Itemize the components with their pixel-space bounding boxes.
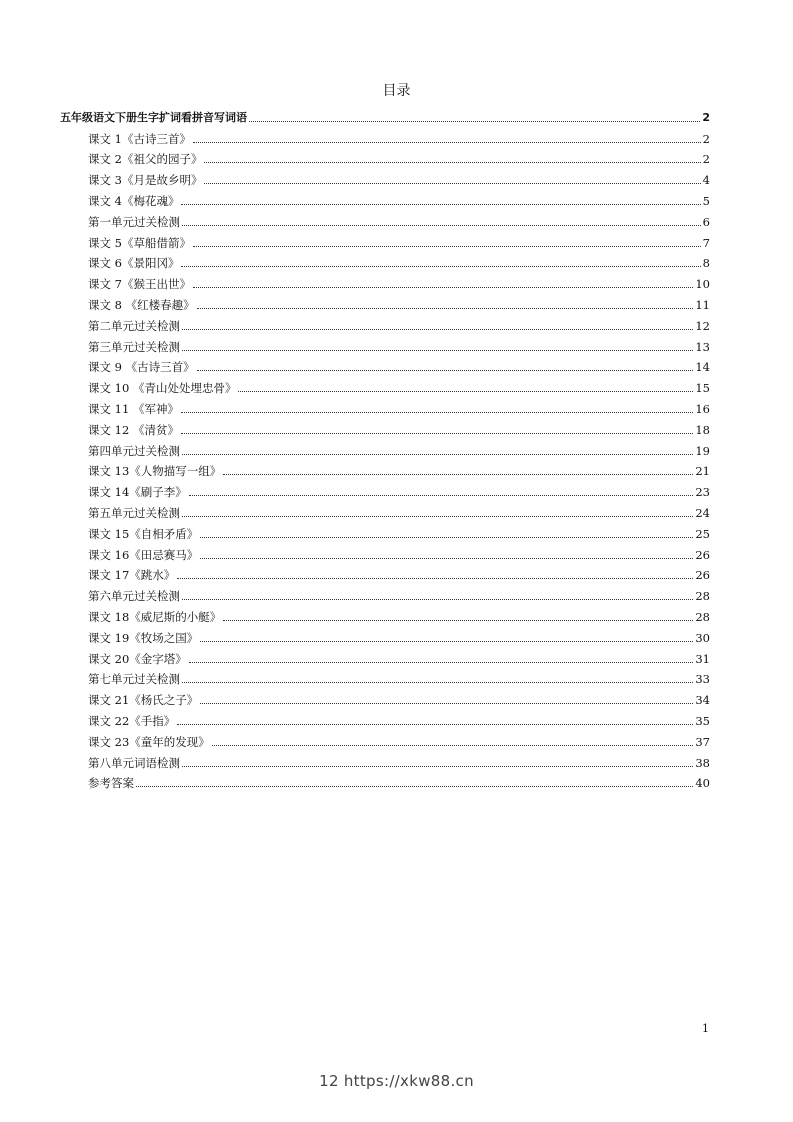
toc-entry[interactable] — [60, 520, 710, 541]
toc-entry[interactable] — [60, 603, 710, 624]
toc-entry-label: 五年级语文下册生字扩词看拼音写词语 — [60, 110, 247, 124]
toc-entry[interactable] — [60, 187, 710, 208]
toc-entry-page: 30 — [695, 630, 710, 645]
dot-leader — [189, 495, 694, 496]
toc-entry-label: 课文 21《杨氏之子》 — [88, 693, 199, 708]
dot-leader — [182, 599, 693, 600]
toc-entry[interactable] — [60, 686, 710, 707]
toc-entry-label: 课文 9 《古诗三首》 — [88, 360, 195, 375]
toc-entry-page: 19 — [695, 443, 710, 458]
dot-leader — [204, 183, 700, 184]
dot-leader — [200, 641, 693, 642]
watermark-text: 12 https://xkw88.cn — [319, 1072, 474, 1090]
dot-leader — [212, 745, 694, 746]
toc-entry[interactable] — [60, 728, 710, 749]
toc-entry[interactable] — [60, 146, 710, 167]
toc-entry[interactable] — [60, 749, 710, 770]
toc-entry[interactable] — [60, 666, 710, 687]
toc-entry-page: 34 — [695, 693, 710, 708]
dot-leader — [238, 391, 693, 392]
dot-leader — [223, 620, 693, 621]
toc-entry-page: 2 — [702, 152, 710, 167]
dot-leader — [197, 308, 694, 309]
dot-leader — [200, 703, 693, 704]
toc-entry-label: 课文 18《威尼斯的小艇》 — [88, 609, 222, 624]
page-number: 1 — [702, 1022, 709, 1035]
toc-entry-page: 25 — [695, 526, 710, 541]
toc-entry[interactable] — [60, 229, 710, 250]
toc-entry-label: 课文 20《金字塔》 — [88, 651, 187, 666]
toc-entry[interactable] — [60, 478, 710, 499]
toc-entry-page: 18 — [695, 422, 710, 437]
toc-entry-label: 课文 8 《红楼春趣》 — [88, 297, 195, 312]
toc-entry-label: 参考答案 — [88, 776, 134, 791]
toc-entry-label: 课文 13《人物描写一组》 — [88, 464, 222, 479]
toc-entry[interactable] — [60, 707, 710, 728]
toc-entry-label: 课文 4《梅花魂》 — [88, 193, 180, 208]
toc-entry-page: 26 — [695, 568, 710, 583]
toc-entry-label: 课文 22《手指》 — [88, 713, 176, 728]
toc-entry[interactable] — [60, 291, 710, 312]
toc-entry-label: 课文 5《草船借箭》 — [88, 235, 191, 250]
toc-entry[interactable] — [60, 104, 710, 125]
toc-entry[interactable] — [60, 312, 710, 333]
dot-leader — [182, 454, 693, 455]
toc-entry-page: 8 — [702, 256, 710, 271]
toc-entry-label: 课文 3《月是故乡明》 — [88, 173, 203, 188]
toc-entry[interactable] — [60, 166, 710, 187]
toc-entry-label: 第五单元过关检测 — [88, 505, 180, 520]
toc-entry-page: 12 — [695, 318, 710, 333]
toc-entry-label: 第八单元词语检测 — [88, 755, 180, 770]
toc-title: 目录 — [382, 83, 411, 99]
toc-entry[interactable] — [60, 499, 710, 520]
toc-entry[interactable] — [60, 541, 710, 562]
toc-entry-page: 7 — [702, 235, 710, 250]
toc-entry-label: 第六单元过关检测 — [88, 589, 180, 604]
dot-leader — [181, 433, 693, 434]
toc-entry-page: 4 — [702, 173, 710, 188]
toc-entry-label: 第二单元过关检测 — [88, 318, 180, 333]
toc-entry-page: 24 — [695, 505, 710, 520]
toc-entry[interactable] — [60, 562, 710, 583]
toc-entry-page: 6 — [702, 214, 710, 229]
toc-entry[interactable] — [60, 458, 710, 479]
toc-entry-label: 课文 11 《军神》 — [88, 401, 179, 416]
toc-entry[interactable] — [60, 582, 710, 603]
dot-leader — [177, 724, 693, 725]
dot-leader — [189, 662, 694, 663]
dot-leader — [204, 162, 700, 163]
toc-entry-label: 第一单元过关检测 — [88, 214, 180, 229]
dot-leader — [181, 204, 700, 205]
toc-entry-page: 21 — [695, 464, 710, 479]
toc-entry-label: 第七单元过关检测 — [88, 672, 180, 687]
toc-entry-page: 35 — [695, 713, 710, 728]
toc-entry-label: 课文 23《童年的发现》 — [88, 734, 210, 749]
toc-entry-label: 课文 17《跳水》 — [88, 568, 176, 583]
toc-entry-page: 26 — [695, 547, 710, 562]
toc-entry-page: 31 — [695, 651, 710, 666]
dot-leader — [182, 682, 693, 683]
toc-entry-page: 16 — [695, 401, 710, 416]
toc-entry[interactable] — [60, 374, 710, 395]
toc-entry[interactable] — [60, 208, 710, 229]
toc-entry-page: 38 — [695, 755, 710, 770]
toc-entry-label: 课文 12 《清贫》 — [88, 422, 179, 437]
toc-entry-label: 第四单元过关检测 — [88, 443, 180, 458]
toc-entry-page: 15 — [695, 381, 710, 396]
toc-entry[interactable] — [60, 624, 710, 645]
toc-entry-page: 28 — [695, 589, 710, 604]
toc-entry-label: 第三单元过关检测 — [88, 339, 180, 354]
toc-entry[interactable] — [60, 125, 710, 146]
toc-entry-page: 2 — [702, 110, 710, 124]
toc-entry-label: 课文 2《祖父的园子》 — [88, 152, 203, 167]
toc-entry[interactable] — [60, 354, 710, 375]
toc-entry-page: 2 — [702, 131, 710, 146]
toc-entry-label: 课文 7《猴王出世》 — [88, 277, 191, 292]
toc-entry-label: 课文 6《景阳冈》 — [88, 256, 180, 271]
toc-entry[interactable] — [60, 333, 710, 354]
dot-leader — [200, 558, 693, 559]
toc-entry-page: 37 — [695, 734, 710, 749]
toc-entry-label: 课文 19《牧场之国》 — [88, 630, 199, 645]
dot-leader — [182, 766, 693, 767]
toc-entry-page: 23 — [695, 485, 710, 500]
toc-entry-label: 课文 14《刷子李》 — [88, 485, 187, 500]
toc-entry[interactable] — [60, 270, 710, 291]
toc-entry-page: 14 — [695, 360, 710, 375]
dot-leader — [193, 142, 701, 143]
toc-entry[interactable] — [60, 770, 710, 791]
toc-entry[interactable] — [60, 645, 710, 666]
table-of-contents — [60, 104, 710, 790]
toc-entry-label: 课文 16《田忌赛马》 — [88, 547, 199, 562]
dot-leader — [136, 786, 693, 787]
toc-entry-page: 40 — [695, 776, 710, 791]
dot-leader — [181, 266, 700, 267]
toc-entry-page: 28 — [695, 609, 710, 624]
toc-entry-page: 11 — [695, 297, 710, 312]
dot-leader — [193, 287, 693, 288]
toc-entry-page: 5 — [702, 193, 710, 208]
dot-leader — [197, 370, 694, 371]
dot-leader — [182, 350, 693, 351]
toc-entry[interactable] — [60, 416, 710, 437]
dot-leader — [182, 516, 693, 517]
dot-leader — [249, 121, 700, 122]
toc-entry-label: 课文 1《古诗三首》 — [88, 131, 191, 146]
toc-entry-page: 10 — [695, 277, 710, 292]
toc-entry[interactable] — [60, 250, 710, 271]
toc-entry-page: 33 — [695, 672, 710, 687]
toc-entry-label: 课文 15《自相矛盾》 — [88, 526, 199, 541]
toc-entry[interactable] — [60, 395, 710, 416]
dot-leader — [182, 329, 693, 330]
toc-entry[interactable] — [60, 437, 710, 458]
dot-leader — [223, 474, 693, 475]
dot-leader — [193, 246, 701, 247]
dot-leader — [200, 537, 693, 538]
toc-entry-page: 13 — [695, 339, 710, 354]
dot-leader — [181, 412, 693, 413]
dot-leader — [177, 578, 693, 579]
dot-leader — [182, 225, 701, 226]
toc-entry-label: 课文 10 《青山处处埋忠骨》 — [88, 381, 237, 396]
